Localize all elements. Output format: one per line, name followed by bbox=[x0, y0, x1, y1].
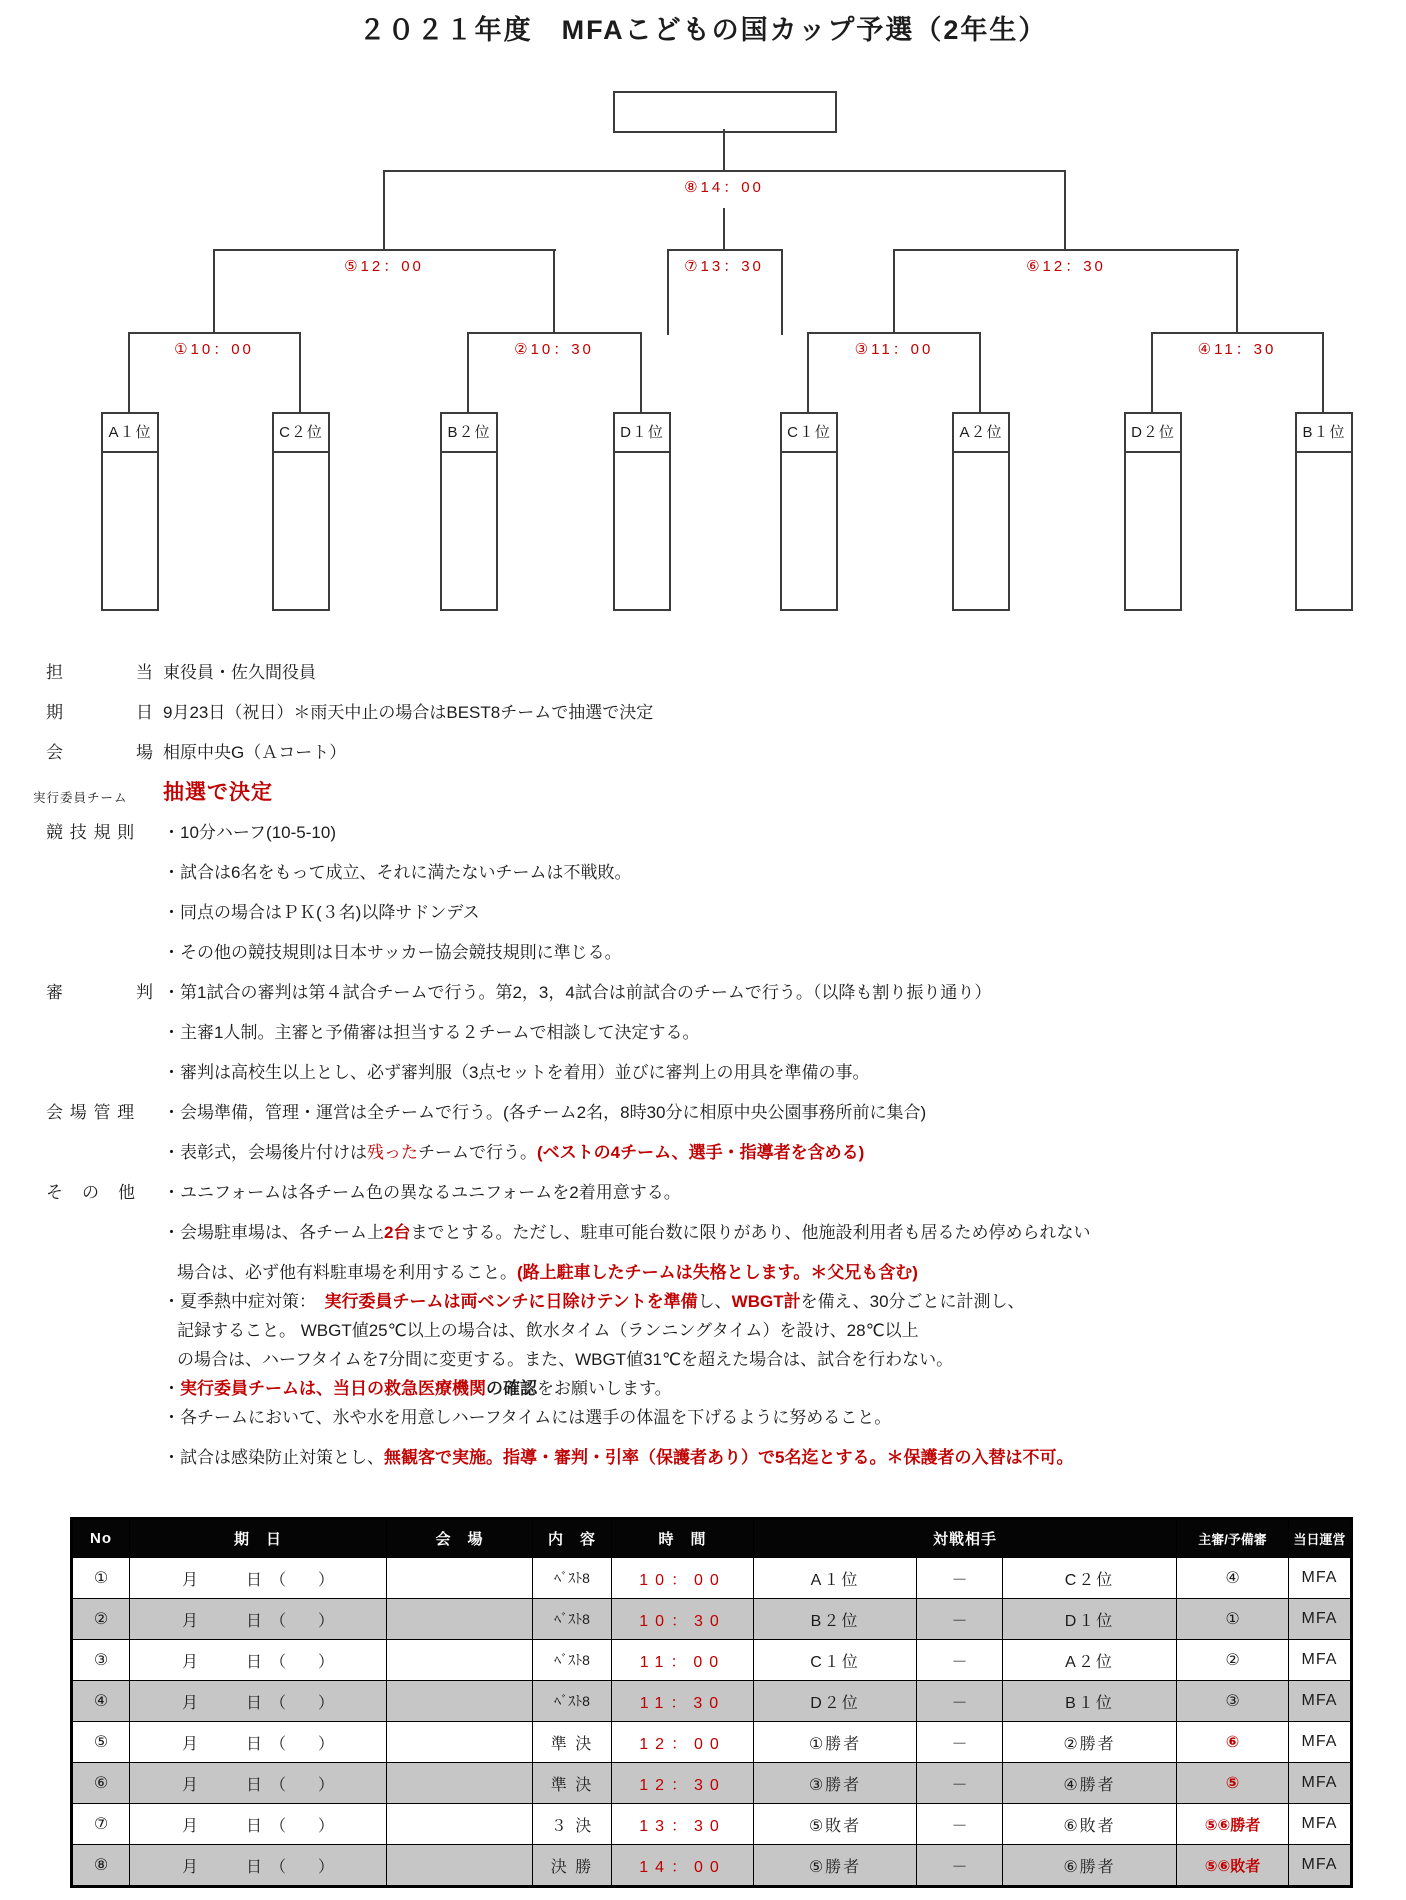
team-slot bbox=[954, 453, 1008, 609]
day-operator: MFA bbox=[1289, 1558, 1352, 1599]
match-home-team: B２位 bbox=[754, 1599, 917, 1640]
team-slot bbox=[1126, 453, 1180, 609]
info-label: 実行委員チーム bbox=[33, 791, 128, 805]
team-slot bbox=[274, 453, 328, 609]
bracket-line bbox=[553, 249, 555, 334]
team-label: C２位 bbox=[274, 414, 328, 453]
page-title: ２０２１年度 MFAこどもの国カップ予選（2年生） bbox=[358, 15, 1048, 45]
info-segment: 場合は、必ず他有料駐車場を利用すること。 bbox=[177, 1263, 517, 1282]
bracket-line bbox=[214, 249, 556, 251]
info-segment: ・第1試合の審判は第４試合チームで行う。第2，3，4試合は前試合のチームで行う。（以降も割り振り通り） bbox=[163, 983, 992, 1002]
bracket-line bbox=[1151, 332, 1153, 413]
info-segment: をお願いします。 bbox=[537, 1379, 672, 1398]
info-text bbox=[163, 743, 346, 763]
referee-assignment: ② bbox=[1177, 1640, 1289, 1681]
team-label: D２位 bbox=[1126, 414, 1180, 453]
match-time: 11：00 bbox=[612, 1640, 754, 1681]
info-segment: 無観客で実施。指導・審判・引率（保護者あり）で5名迄とする。＊保護者の入替は不可。 bbox=[384, 1448, 1074, 1467]
match-time: 11：30 bbox=[612, 1681, 754, 1722]
referee-assignment: ⑤⑥勝者 bbox=[1177, 1804, 1289, 1845]
column-header: 時 間 bbox=[612, 1519, 754, 1558]
schedule-table bbox=[70, 1517, 1353, 1888]
match-row bbox=[72, 1558, 1352, 1599]
match-stage: 準 決 bbox=[533, 1722, 612, 1763]
bracket-line bbox=[467, 332, 642, 334]
info-segment: 東役員・佐久間役員 bbox=[163, 663, 316, 682]
info-segment: ・会場駐車場は、各チーム上 bbox=[163, 1223, 384, 1242]
info-segment: (ベストの4チーム、選手・指導者を含める) bbox=[537, 1143, 865, 1162]
column-header: 対戦相手 bbox=[754, 1519, 1177, 1558]
match-venue bbox=[387, 1804, 533, 1845]
bracket-line bbox=[1322, 332, 1324, 413]
info-text bbox=[163, 703, 653, 723]
referee-assignment: ⑤⑥敗者 bbox=[1177, 1845, 1289, 1887]
vs-dash: － bbox=[917, 1640, 1003, 1681]
bracket-line bbox=[1236, 249, 1238, 334]
info-segment: ・表彰式，会場後片付けは bbox=[163, 1143, 367, 1162]
match-date: 月 日 （ ） bbox=[130, 1640, 387, 1681]
match-row bbox=[72, 1599, 1352, 1640]
team-slot bbox=[1297, 453, 1351, 609]
bracket-line bbox=[467, 332, 469, 413]
info-text bbox=[177, 1263, 918, 1283]
info-segment: 記録すること。 WBGT値25℃以上の場合は、飲水タイム（ランニングタイム）を設け、28℃以上 bbox=[177, 1321, 919, 1340]
info-segment: ・試合は6名をもって成立、それに満たないチームは不戦敗。 bbox=[163, 863, 632, 882]
info-text bbox=[163, 663, 316, 683]
team-label: B１位 bbox=[1297, 414, 1351, 453]
match-date: 月 日 （ ） bbox=[130, 1722, 387, 1763]
match-row bbox=[72, 1763, 1352, 1804]
match-away-team: B１位 bbox=[1003, 1681, 1177, 1722]
match-away-team: ②勝者 bbox=[1003, 1722, 1177, 1763]
team-label: A１位 bbox=[103, 414, 157, 453]
team-box-2 bbox=[272, 412, 330, 611]
match-home-team: ⑤敗者 bbox=[754, 1804, 917, 1845]
match-date: 月 日 （ ） bbox=[130, 1599, 387, 1640]
match-stage: ﾍﾞｽﾄ8 bbox=[533, 1640, 612, 1681]
info-text bbox=[163, 823, 336, 843]
info-segment: 実行委員チームは両ベンチに日除けテントを準備 bbox=[324, 1292, 698, 1311]
info-segment: ・10分ハーフ(10-5-10) bbox=[163, 823, 336, 842]
match-no: ① bbox=[72, 1558, 130, 1599]
match-stage: ３ 決 bbox=[533, 1804, 612, 1845]
bracket-line bbox=[807, 332, 981, 334]
column-header: 会 場 bbox=[387, 1519, 533, 1558]
info-segment: ・試合は感染防止対策とし、 bbox=[163, 1448, 384, 1467]
day-operator: MFA bbox=[1289, 1681, 1352, 1722]
bracket-line bbox=[723, 208, 725, 250]
info-text bbox=[163, 783, 273, 804]
info-text bbox=[163, 1223, 1090, 1243]
match-no: ③ bbox=[72, 1640, 130, 1681]
info-text bbox=[163, 1143, 864, 1163]
team-label: C１位 bbox=[782, 414, 836, 453]
info-text bbox=[177, 1350, 953, 1370]
info-label: 競 技 規 則 bbox=[46, 823, 136, 842]
info-segment: ・夏季熱中症対策： bbox=[163, 1292, 325, 1311]
info-segment: ・主審1人制。主審と予備審は担当する２チームで相談して決定する。 bbox=[163, 1023, 700, 1042]
match-label-6: ⑥12：30 bbox=[1026, 258, 1106, 275]
match-venue bbox=[387, 1763, 533, 1804]
match-no: ⑤ bbox=[72, 1722, 130, 1763]
match-label-3: ③11：00 bbox=[854, 341, 934, 358]
info-segment: ・その他の競技規則は日本サッカー協会競技規則に準じる。 bbox=[163, 943, 622, 962]
match-home-team: ①勝者 bbox=[754, 1722, 917, 1763]
match-row bbox=[72, 1722, 1352, 1763]
info-segment: までとする。ただし、駐車可能台数に限りがあり、他施設利用者も居るため停められない bbox=[410, 1223, 1091, 1242]
bracket-line bbox=[807, 332, 809, 413]
match-date: 月 日 （ ） bbox=[130, 1845, 387, 1887]
info-text bbox=[163, 1183, 681, 1203]
match-time: 10：00 bbox=[612, 1558, 754, 1599]
info-segment: ・各チームにおいて、氷や水を用意しハーフタイムには選手の体温を下げるように努めること。 bbox=[163, 1408, 892, 1427]
team-box-8 bbox=[1295, 412, 1353, 611]
referee-assignment: ⑥ bbox=[1177, 1722, 1289, 1763]
vs-dash: － bbox=[917, 1722, 1003, 1763]
match-no: ④ bbox=[72, 1681, 130, 1722]
bracket-line bbox=[979, 332, 981, 413]
info-segment: ・会場準備，管理・運営は全チームで行う。(各チーム2名，8時30分に相原中央公園事務所前に集合) bbox=[163, 1103, 927, 1122]
info-segment: 抽選で決定 bbox=[163, 781, 273, 804]
match-no: ⑥ bbox=[72, 1763, 130, 1804]
team-slot bbox=[782, 453, 836, 609]
info-text bbox=[177, 1321, 919, 1341]
bracket-line bbox=[781, 249, 783, 335]
info-text bbox=[163, 1448, 1073, 1468]
day-operator: MFA bbox=[1289, 1845, 1352, 1887]
info-text bbox=[163, 1292, 1025, 1312]
match-no: ② bbox=[72, 1599, 130, 1640]
bracket-line bbox=[894, 249, 1239, 251]
vs-dash: － bbox=[917, 1681, 1003, 1722]
champion-box bbox=[613, 91, 837, 133]
match-stage: ﾍﾞｽﾄ8 bbox=[533, 1599, 612, 1640]
info-text bbox=[163, 1379, 672, 1399]
info-text bbox=[163, 1023, 699, 1043]
match-row bbox=[72, 1804, 1352, 1845]
vs-dash: － bbox=[917, 1845, 1003, 1887]
info-segment: チームで行う。 bbox=[418, 1143, 537, 1162]
match-stage: ﾍﾞｽﾄ8 bbox=[533, 1681, 612, 1722]
day-operator: MFA bbox=[1289, 1640, 1352, 1681]
match-date: 月 日 （ ） bbox=[130, 1681, 387, 1722]
match-home-team: ③勝者 bbox=[754, 1763, 917, 1804]
match-date: 月 日 （ ） bbox=[130, 1804, 387, 1845]
day-operator: MFA bbox=[1289, 1763, 1352, 1804]
info-label: そ の 他 bbox=[46, 1183, 136, 1202]
team-label: B２位 bbox=[442, 414, 496, 453]
match-venue bbox=[387, 1558, 533, 1599]
info-segment: 2台 bbox=[384, 1223, 411, 1242]
bracket-line bbox=[1064, 170, 1066, 251]
match-venue bbox=[387, 1722, 533, 1763]
team-box-5 bbox=[780, 412, 838, 611]
info-segment: 相原中央G（Ａコート） bbox=[163, 743, 347, 762]
match-no: ⑧ bbox=[72, 1845, 130, 1887]
match-stage: 準 決 bbox=[533, 1763, 612, 1804]
info-segment: (路上駐車したチームは失格とします。＊父兄も含む) bbox=[517, 1263, 918, 1282]
match-venue bbox=[387, 1681, 533, 1722]
info-text bbox=[163, 863, 631, 883]
match-time: 10：30 bbox=[612, 1599, 754, 1640]
match-venue bbox=[387, 1599, 533, 1640]
bracket-line bbox=[128, 332, 301, 334]
bracket-line bbox=[723, 129, 725, 171]
match-venue bbox=[387, 1845, 533, 1887]
info-text bbox=[163, 983, 991, 1003]
info-segment: ・ユニフォームは各チーム色の異なるユニフォームを2着用意する。 bbox=[163, 1183, 681, 1202]
column-header: No bbox=[72, 1519, 130, 1558]
info-segment: 実行委員チームは、当日の救急医療機関 bbox=[180, 1379, 486, 1398]
match-away-team: ⑥勝者 bbox=[1003, 1845, 1177, 1887]
match-time: 14：00 bbox=[612, 1845, 754, 1887]
team-label: A２位 bbox=[954, 414, 1008, 453]
info-segment: ・ bbox=[163, 1379, 180, 1398]
team-slot bbox=[442, 453, 496, 609]
vs-dash: － bbox=[917, 1599, 1003, 1640]
info-label: 期 日 bbox=[46, 703, 154, 722]
info-label: 会 場 bbox=[46, 743, 154, 762]
info-segment: の場合は、ハーフタイムを7分間に変更する。また、WBGT値31℃を超えた場合は、試合を行わない。 bbox=[177, 1350, 954, 1369]
referee-assignment: ⑤ bbox=[1177, 1763, 1289, 1804]
column-header: 内 容 bbox=[533, 1519, 612, 1558]
info-label: 会 場 管 理 bbox=[46, 1103, 136, 1122]
match-home-team: ⑤勝者 bbox=[754, 1845, 917, 1887]
match-home-team: A１位 bbox=[754, 1558, 917, 1599]
referee-assignment: ③ bbox=[1177, 1681, 1289, 1722]
column-header: 主審/予備審 bbox=[1177, 1519, 1289, 1558]
table-header-row bbox=[72, 1519, 1352, 1558]
info-label: 審 判 bbox=[46, 983, 154, 1002]
match-away-team: ⑥敗者 bbox=[1003, 1804, 1177, 1845]
info-text bbox=[163, 1103, 926, 1123]
match-no: ⑦ bbox=[72, 1804, 130, 1845]
match-time: 12：30 bbox=[612, 1763, 754, 1804]
info-text bbox=[163, 1408, 891, 1428]
column-header: 当日運営 bbox=[1289, 1519, 1352, 1558]
info-segment: し、 bbox=[697, 1292, 732, 1311]
team-box-1 bbox=[101, 412, 159, 611]
bracket-line bbox=[383, 170, 385, 251]
bracket-line bbox=[667, 249, 669, 335]
info-segment: 9月23日（祝日）＊雨天中止の場合はBEST8チームで抽選で決定 bbox=[163, 703, 654, 722]
team-slot bbox=[615, 453, 669, 609]
team-slot bbox=[103, 453, 157, 609]
referee-assignment: ④ bbox=[1177, 1558, 1289, 1599]
match-home-team: D２位 bbox=[754, 1681, 917, 1722]
bracket-line bbox=[384, 170, 1066, 172]
match-label-8: ⑧14：00 bbox=[684, 179, 764, 196]
info-segment: の確認 bbox=[486, 1379, 537, 1398]
bracket-line bbox=[1151, 332, 1324, 334]
vs-dash: － bbox=[917, 1558, 1003, 1599]
match-label-5: ⑤12：00 bbox=[344, 258, 424, 275]
team-label: D１位 bbox=[615, 414, 669, 453]
match-away-team: C２位 bbox=[1003, 1558, 1177, 1599]
match-stage: 決 勝 bbox=[533, 1845, 612, 1887]
column-header: 期 日 bbox=[130, 1519, 387, 1558]
match-time: 12：00 bbox=[612, 1722, 754, 1763]
team-box-4 bbox=[613, 412, 671, 611]
vs-dash: － bbox=[917, 1763, 1003, 1804]
match-row bbox=[72, 1640, 1352, 1681]
day-operator: MFA bbox=[1289, 1722, 1352, 1763]
match-away-team: ④勝者 bbox=[1003, 1763, 1177, 1804]
team-box-3 bbox=[440, 412, 498, 611]
bracket-line bbox=[667, 249, 783, 251]
match-away-team: D１位 bbox=[1003, 1599, 1177, 1640]
bracket-line bbox=[213, 249, 215, 334]
day-operator: MFA bbox=[1289, 1599, 1352, 1640]
match-venue bbox=[387, 1640, 533, 1681]
match-label-2: ②10：30 bbox=[514, 341, 594, 358]
vs-dash: － bbox=[917, 1804, 1003, 1845]
match-home-team: C１位 bbox=[754, 1640, 917, 1681]
info-segment: WBGT計 bbox=[731, 1292, 801, 1311]
referee-assignment: ① bbox=[1177, 1599, 1289, 1640]
match-stage: ﾍﾞｽﾄ8 bbox=[533, 1558, 612, 1599]
info-text bbox=[163, 943, 622, 963]
info-segment: を備え、30分ごとに計測し、 bbox=[800, 1292, 1025, 1311]
match-label-4: ④11：30 bbox=[1197, 341, 1277, 358]
bracket-line bbox=[128, 332, 130, 413]
info-text bbox=[163, 1063, 869, 1083]
info-segment: 残った bbox=[367, 1143, 418, 1162]
match-away-team: A２位 bbox=[1003, 1640, 1177, 1681]
match-date: 月 日 （ ） bbox=[130, 1558, 387, 1599]
info-segment: ・審判は高校生以上とし、必ず審判服（3点セットを着用）並びに審判上の用具を準備の事。 bbox=[163, 1063, 870, 1082]
team-box-7 bbox=[1124, 412, 1182, 611]
match-label-1: ①10：00 bbox=[174, 341, 254, 358]
match-time: 13：30 bbox=[612, 1804, 754, 1845]
bracket-line bbox=[299, 332, 301, 413]
team-box-6 bbox=[952, 412, 1010, 611]
bracket-line bbox=[893, 249, 895, 334]
match-row bbox=[72, 1681, 1352, 1722]
day-operator: MFA bbox=[1289, 1804, 1352, 1845]
match-row bbox=[72, 1845, 1352, 1887]
match-date: 月 日 （ ） bbox=[130, 1763, 387, 1804]
info-label: 担 当 bbox=[46, 663, 154, 682]
info-segment: ・同点の場合はＰＫ(３名)以降サドンデス bbox=[163, 903, 480, 922]
bracket-line bbox=[640, 332, 642, 413]
match-label-7: ⑦13：30 bbox=[684, 258, 764, 275]
info-text bbox=[163, 903, 480, 923]
